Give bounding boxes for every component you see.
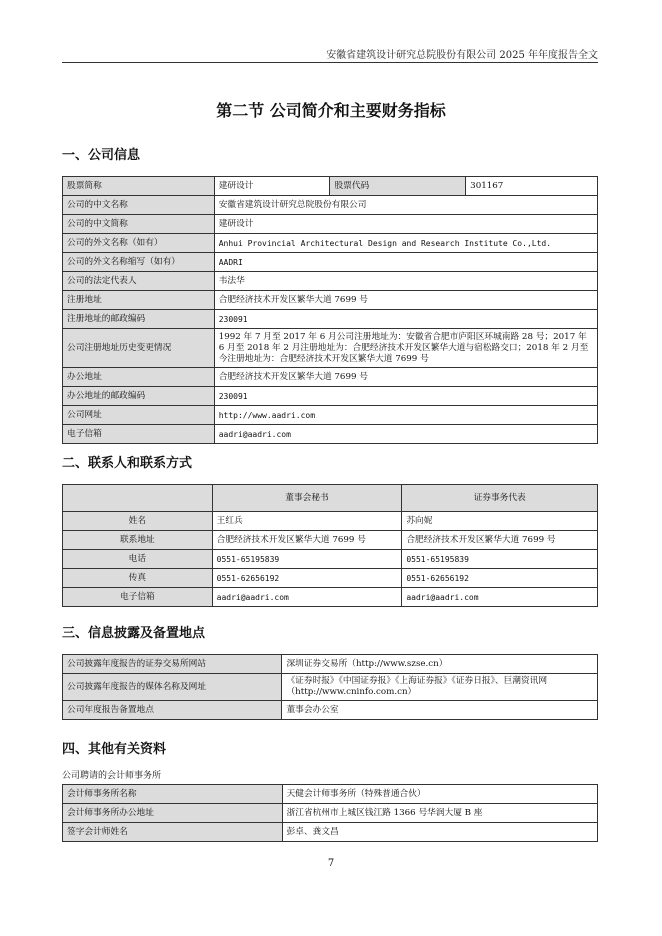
row-value: aadri@aadri.com bbox=[214, 425, 597, 444]
row-value: 230091 bbox=[214, 310, 597, 329]
table-row bbox=[63, 329, 598, 368]
table-row bbox=[63, 569, 598, 588]
row-label: 传真 bbox=[63, 569, 213, 588]
row-value: 1992 年 7 月至 2017 年 6 月公司注册地址为：安徽省合肥市庐阳区环城南路 28 号；2017 年 6 月至 2018 年 2 月注册地址为：合肥经济技术开发区繁华大道与宿松路交口；2018 年 2 月至今注册地址为：合肥经济技术开发区繁华大道 7699 号 bbox=[214, 329, 597, 368]
row-value: 合肥经济技术开发区繁华大道 7699 号 bbox=[212, 531, 402, 550]
row-label: 会计师事务所办公地址 bbox=[63, 804, 283, 823]
row-value: 0551-65195839 bbox=[212, 550, 402, 569]
table-row bbox=[63, 272, 598, 291]
row-value: http://www.aadri.com bbox=[214, 406, 597, 425]
table-row bbox=[63, 674, 598, 701]
table-row bbox=[63, 368, 598, 387]
table-row bbox=[63, 310, 598, 329]
row-value: 深圳证券交易所（http://www.szse.cn） bbox=[282, 655, 598, 674]
company-info-table bbox=[62, 176, 598, 444]
row-label: 公司的外文名称（如有） bbox=[63, 234, 215, 253]
row-value: 0551-65195839 bbox=[402, 550, 598, 569]
row-value: aadri@aadri.com bbox=[402, 588, 598, 607]
row-value: 合肥经济技术开发区繁华大道 7699 号 bbox=[402, 531, 598, 550]
table-row bbox=[63, 196, 598, 215]
row-label: 联系地址 bbox=[63, 531, 213, 550]
report-header-title: 安徽省建筑设计研究总院股份有限公司 2025 年年度报告全文 bbox=[326, 50, 598, 61]
table-row bbox=[63, 531, 598, 550]
table-row bbox=[63, 804, 598, 823]
stock-code-value: 301167 bbox=[466, 177, 598, 196]
row-label: 注册地址的邮政编码 bbox=[63, 310, 215, 329]
row-label: 电话 bbox=[63, 550, 213, 569]
row-label: 公司披露年度报告的证券交易所网站 bbox=[63, 655, 282, 674]
row-label: 办公地址 bbox=[63, 368, 215, 387]
table-row bbox=[63, 425, 598, 444]
table-row bbox=[63, 215, 598, 234]
table-row bbox=[63, 785, 598, 804]
table-row bbox=[63, 406, 598, 425]
section1-heading: 一、公司信息 bbox=[62, 148, 141, 163]
stock-name-label: 股票简称 bbox=[63, 177, 215, 196]
table-row bbox=[63, 588, 598, 607]
row-label: 注册地址 bbox=[63, 291, 215, 310]
accounting-firm-table bbox=[62, 784, 598, 842]
row-value: AADRI bbox=[214, 253, 597, 272]
row-value: 浙江省杭州市上城区钱江路 1366 号华润大厦 B 座 bbox=[282, 804, 597, 823]
table-row bbox=[63, 823, 598, 842]
row-value: Anhui Provincial Architectural Design and Research Institute Co.,Ltd. bbox=[214, 234, 597, 253]
row-value: 苏向妮 bbox=[402, 512, 598, 531]
header-divider bbox=[62, 62, 598, 63]
table-row bbox=[63, 291, 598, 310]
table-row bbox=[63, 253, 598, 272]
row-value: 天健会计师事务所（特殊普通合伙） bbox=[282, 785, 597, 804]
table-row bbox=[63, 177, 598, 196]
row-label: 签字会计师姓名 bbox=[63, 823, 283, 842]
row-label: 公司的中文名称 bbox=[63, 196, 215, 215]
row-value: 安徽省建筑设计研究总院股份有限公司 bbox=[214, 196, 597, 215]
row-label: 办公地址的邮政编码 bbox=[63, 387, 215, 406]
table-row bbox=[63, 234, 598, 253]
section2-heading: 二、联系人和联系方式 bbox=[62, 456, 193, 471]
row-label: 会计师事务所名称 bbox=[63, 785, 283, 804]
row-value: 《证券时报》《中国证券报》《上海证券报》《证券日报》、巨潮资讯网（http://www.cninfo.com.cn） bbox=[282, 674, 598, 701]
row-value: 彭卓、龚文昌 bbox=[282, 823, 597, 842]
table-row bbox=[63, 550, 598, 569]
row-value: 韦法华 bbox=[214, 272, 597, 291]
table-row bbox=[63, 387, 598, 406]
disclosure-table bbox=[62, 654, 598, 720]
table-row bbox=[63, 655, 598, 674]
row-label: 公司的中文简称 bbox=[63, 215, 215, 234]
page-number: 7 bbox=[327, 858, 335, 869]
row-label: 公司注册地址历史变更情况 bbox=[63, 329, 215, 368]
col-board-secretary: 董事会秘书 bbox=[212, 485, 402, 512]
row-label: 公司的法定代表人 bbox=[63, 272, 215, 291]
row-value: 230091 bbox=[214, 387, 597, 406]
table-row bbox=[63, 512, 598, 531]
row-label: 公司披露年度报告的媒体名称及网址 bbox=[63, 674, 282, 701]
row-label: 电子信箱 bbox=[63, 425, 215, 444]
row-label: 姓名 bbox=[63, 512, 213, 531]
row-value: 0551-62656192 bbox=[212, 569, 402, 588]
section3-heading: 三、信息披露及备置地点 bbox=[62, 626, 206, 641]
row-label: 公司年度报告备置地点 bbox=[63, 701, 282, 720]
row-value: 合肥经济技术开发区繁华大道 7699 号 bbox=[214, 368, 597, 387]
table-header-row bbox=[63, 485, 598, 512]
header-empty-cell bbox=[63, 485, 213, 512]
section4-heading: 四、其他有关资料 bbox=[62, 742, 167, 757]
page-title: 第二节 公司简介和主要财务指标 bbox=[216, 101, 446, 120]
stock-code-label: 股票代码 bbox=[330, 177, 466, 196]
accounting-firm-subheading: 公司聘请的会计师事务所 bbox=[62, 771, 162, 781]
stock-name-value: 建研设计 bbox=[214, 177, 330, 196]
table-row bbox=[63, 701, 598, 720]
row-value: aadri@aadri.com bbox=[212, 588, 402, 607]
row-value: 王红兵 bbox=[212, 512, 402, 531]
row-label: 公司的外文名称缩写（如有） bbox=[63, 253, 215, 272]
row-value: 0551-62656192 bbox=[402, 569, 598, 588]
row-label: 公司网址 bbox=[63, 406, 215, 425]
row-value: 建研设计 bbox=[214, 215, 597, 234]
contact-table bbox=[62, 484, 598, 607]
row-label: 电子信箱 bbox=[63, 588, 213, 607]
row-value: 合肥经济技术开发区繁华大道 7699 号 bbox=[214, 291, 597, 310]
col-securities-rep: 证券事务代表 bbox=[402, 485, 598, 512]
row-value: 董事会办公室 bbox=[282, 701, 598, 720]
